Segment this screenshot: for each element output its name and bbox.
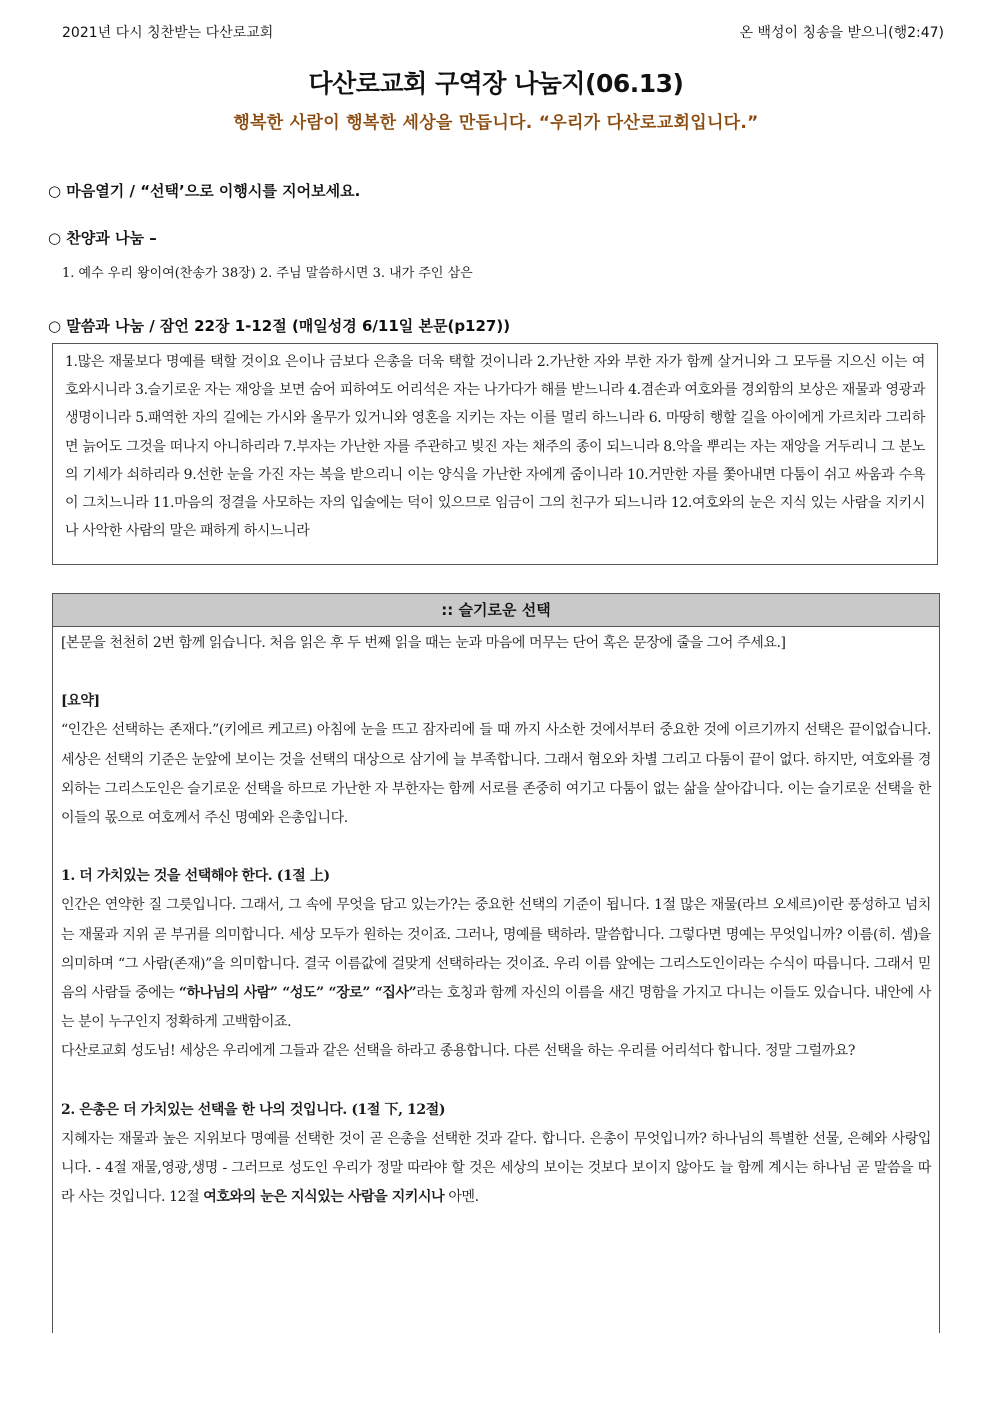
page-subtitle: 행복한 사람이 행복한 세상을 만듭니다. “우리가 다산로교회입니다.”	[233, 113, 759, 133]
point1-text-b: 라는 호칭과 함께 자신의 이름을 새긴 명함을 가지고 다니는 이들도 있습니다. 내안에 사는 분이 누구인지 정확하게 고백함이죠.	[61, 985, 931, 1031]
point1-title: 1. 더 가치있는 것을 선택해야 한다. (1절 上)	[61, 868, 330, 885]
point2-paragraph	[61, 1125, 931, 1213]
point2-text-a: 지혜자는 재물과 높은 지위보다 명예를 선택한 것이 곧 은총을 선택한 것과 같다. 합니다. 은총이 무엇입니까? 하나님의 특별한 선물, 은혜와 사랑입니다. - 4절 재물,영광,생명 - 그러므로 성도인 우리가 정말 따라야 할 것은 세상의 보이는 것보다 보이지 않아도 늘 함께 계시는 하나님 곧 말씀을 따라 사는 것입니다. 12절	[61, 1130, 931, 1206]
reading-instruction: [본문을 천천히 2번 함께 읽습니다. 처음 읽은 후 두 번째 읽을 때는 눈과 마음에 머무는 단어 혹은 문장에 줄을 그어 주세요.]	[61, 635, 786, 651]
opening-heading: ○ 마음열기 / “선택’으로 이행시를 지어보세요.	[48, 182, 361, 200]
scripture-text: 1.많은 재물보다 명예를 택할 것이요 은이나 금보다 은총을 더욱 택할 것이니라 2.가난한 자와 부한 자가 함께 살거니와 그 모두를 지으신 이는 여호와시니라 3.슬기로운 자는 재앙을 보면 숨어 피하여도 어리석은 자는 나가다가 해를 받느니라 4.겸손과 여호와를 경외함의 보상은 재물과 영광과 생명이니라 5.패역한 자의 길에는 가시와 올무가 있거니와 영혼을 지키는 자는 이를 멀리 하느니라 6. 마땅히 행할 길을 아이에게 가르치라 그리하면 늙어도 그것을 떠나지 아니하리라 7.부자는 가난한 자를 주관하고 빚진 자는 채주의 종이 되느니라 8.악을 뿌리는 자는 재앙을 거두리니 그 분노의 기세가 쇠하리라 9.선한 눈을 가진 자는 복을 받으리니 이는 양식을 가난한 자에게 줌이니라 10.거만한 자를 쫓아내면 다툼이 쉬고 싸움과 수욕이 그치느니라 11.마음의 정결을 사모하는 자의 입술에는 덕이 있으므로 임금이 그의 친구가 되느니라 12.여호와의 눈은 지식 있는 사람을 지키시나 사악한 사람의 말은 패하게 하시느니라	[52, 343, 938, 565]
point1-titles-bold: “하나님의 사람” “성도” “장로” “집사”	[178, 985, 417, 1002]
summary-text: “인간은 선택하는 존재다.”(키에르 케고르) 아침에 눈을 뜨고 잠자리에 들 때 까지 사소한 것에서부터 중요한 것에 이르기까지 선택은 끝이없습니다. 세상은 선택의 기준은 눈앞에 보이는 것을 선택의 대상으로 삼기에 늘 부족합니다. 그래서 혐오와 차별 그리고 다툼이 끝이 없다. 하지만, 여호와를 경외하는 그리스도인은 슬기로운 선택을 하므로 가난한 자 부한자는 함께 서로를 존중히 여기고 다툼이 없는 삶을 살아갑니다. 이는 슬기로운 선택을 한 이들의 몫으로 여호께서 주신 명예와 은총입니다.	[61, 722, 931, 827]
praise-heading: ○ 찬양과 나눔 –	[48, 229, 157, 247]
point1-paragraph	[61, 891, 931, 1037]
point1-text-a: 인간은 연약한 질 그릇입니다. 그래서, 그 속에 무엇을 담고 있는가?는 중요한 선택의 기준이 됩니다. 1절 많은 재물(라브 오세르)이란 풍성하고 넘치는 재물과 지위 곧 부귀를 의미합니다. 세상 모두가 원하는 것이죠. 그러나, 명예를 택하라. 말씀합니다. 그렇다면 명예는 무엇입니까? 이름(히. 셈)을 의미하며 “그 사람(존재)”을 의미합니다. 결국 이름값에 걸맞게 선택하라는 것이죠. 우리 이름 앞에는 그리스도인이라는 수식이 따릅니다. 그래서 믿음의 사람들 중에는	[61, 897, 931, 1002]
praise-song-list: 1. 예수 우리 왕이여(찬송가 38장) 2. 주님 말씀하시면 3. 내가 주인 삼은	[62, 266, 473, 281]
page-title: 다산로교회 구역장 나눔지(06.13)	[308, 69, 684, 98]
reflection-box-body	[53, 627, 939, 1212]
summary-label: [요약]	[61, 693, 100, 710]
reflection-box-title: :: 슬기로운 선택	[53, 594, 939, 627]
header-church-motto: 2021년 다시 칭찬받는 다산로교회	[62, 25, 274, 41]
point2-text-b: 아멘.	[444, 1189, 479, 1206]
point2-title: 2. 은총은 더 가치있는 선택을 한 나의 것입니다. (1절 下, 12절)	[61, 1101, 446, 1118]
header-verse: 온 백성이 칭송을 받으니(행2:47)	[739, 25, 944, 41]
word-heading: ○ 말씀과 나눔 / 잠언 22장 1-12절 (매일성경 6/11일 본문(p127))	[48, 317, 511, 335]
reflection-box	[52, 593, 940, 1333]
point2-verse-bold: 여호와의 눈은 지식있는 사람을 지키시나	[203, 1189, 445, 1206]
point1-exhortation: 다산로교회 성도님! 세상은 우리에게 그들과 같은 선택을 하라고 종용합니다. 다른 선택을 하는 우리를 어리석다 합니다. 정말 그럴까요?	[61, 1043, 855, 1060]
